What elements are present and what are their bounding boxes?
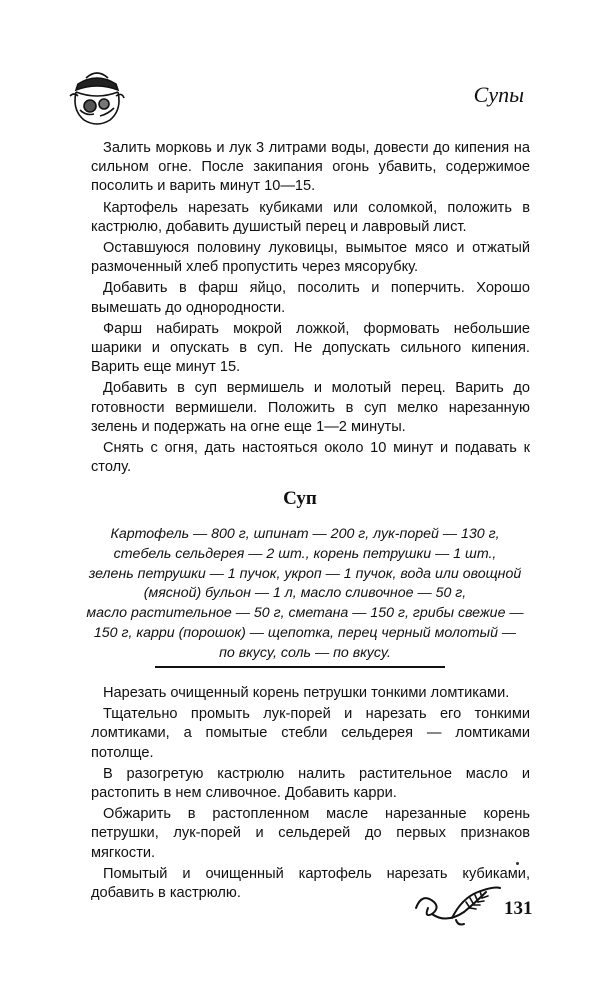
method-text-part1 <box>91 139 530 477</box>
ingredients-line: масло растительное — 50 г, сметана — 150 г, грибы свежие — <box>86 605 524 622</box>
paragraph: Фарш набирать мокрой ложкой, формовать небольшие шарики и опускать в суп. Не допускать сильного кипения. Варить еще минут 15. <box>91 320 530 376</box>
ingredients-list <box>70 525 540 664</box>
ingredients-line: по вкусу, соль — по вкусу. <box>219 644 391 661</box>
paragraph: Помытый и очищенный картофель нарезать кубиками, добавить в кастрюлю. <box>91 865 530 902</box>
paragraph: Обжарить в растопленном масле нарезанные корень петрушки, лук-порей и сельдерей до первых признаков мягкости. <box>91 806 530 861</box>
paragraph: Добавить в суп вермишель и молотый перец. Варить до готовности вермишели. Положить в суп мелко нарезанную зелень и подержать на огне еще 1—2 минуты. <box>91 380 530 435</box>
paragraph: Тщательно промыть лук-порей и нарезать его тонкими ломтиками, а помытые стебли сельдерея — ломтиками потолще. <box>91 706 530 761</box>
ingredients-line: 150 г, карри (порошок) — щепотка, перец черный молотый — <box>93 624 517 641</box>
ingredients-line: зелень петрушки — 1 пучок, укроп — 1 пучок, вода или овощной <box>88 565 522 582</box>
paragraph: Нарезать очищенный корень петрушки тонкими ломтиками. <box>103 685 510 701</box>
page-header <box>0 0 600 130</box>
ingredients-line: (мясной) бульон — 1 л, масло сливочное — 50 г, <box>143 585 467 602</box>
method-text-part2 <box>91 684 530 903</box>
paragraph: Картофель нарезать кубиками или соломкой, положить в кастрюлю, добавить душистый перец и лавровый лист. <box>91 199 530 235</box>
paragraph: В разогретую кастрюлю налить растительное масло и растопить в нем сливочное. Добавить карри. <box>91 765 530 802</box>
paragraph: Снять с огня, дать настояться около 10 минут и подавать к столу. <box>91 440 530 476</box>
ingredients-line: стебель сельдерея — 2 шт., корень петрушки — 1 шт., <box>113 545 497 562</box>
page-number: 131 <box>504 898 533 919</box>
paragraph: Оставшуюся половину луковицы, вымытое мясо и отжатый размоченный хлеб пропустить через мясорубку. <box>91 240 530 276</box>
print-speck <box>516 862 519 865</box>
pot-illustration-icon <box>66 66 128 128</box>
paragraph: Залить морковь и лук 3 литрами воды, довести до кипения на сильном огне. После закипания огонь убавить, содержимое посолить и варить минут 10—15. <box>91 140 530 195</box>
recipe-title: Суп <box>283 488 317 509</box>
running-head: Супы <box>473 82 524 107</box>
section-divider <box>155 666 445 668</box>
ingredients-line: Картофель — 800 г, шпинат — 200 г, лук-порей — 130 г, <box>110 526 500 542</box>
swirl-leaf-ornament-icon <box>412 878 504 930</box>
paragraph: Добавить в фарш яйцо, посолить и поперчить. Хорошо вымешать до однородности. <box>91 280 530 316</box>
